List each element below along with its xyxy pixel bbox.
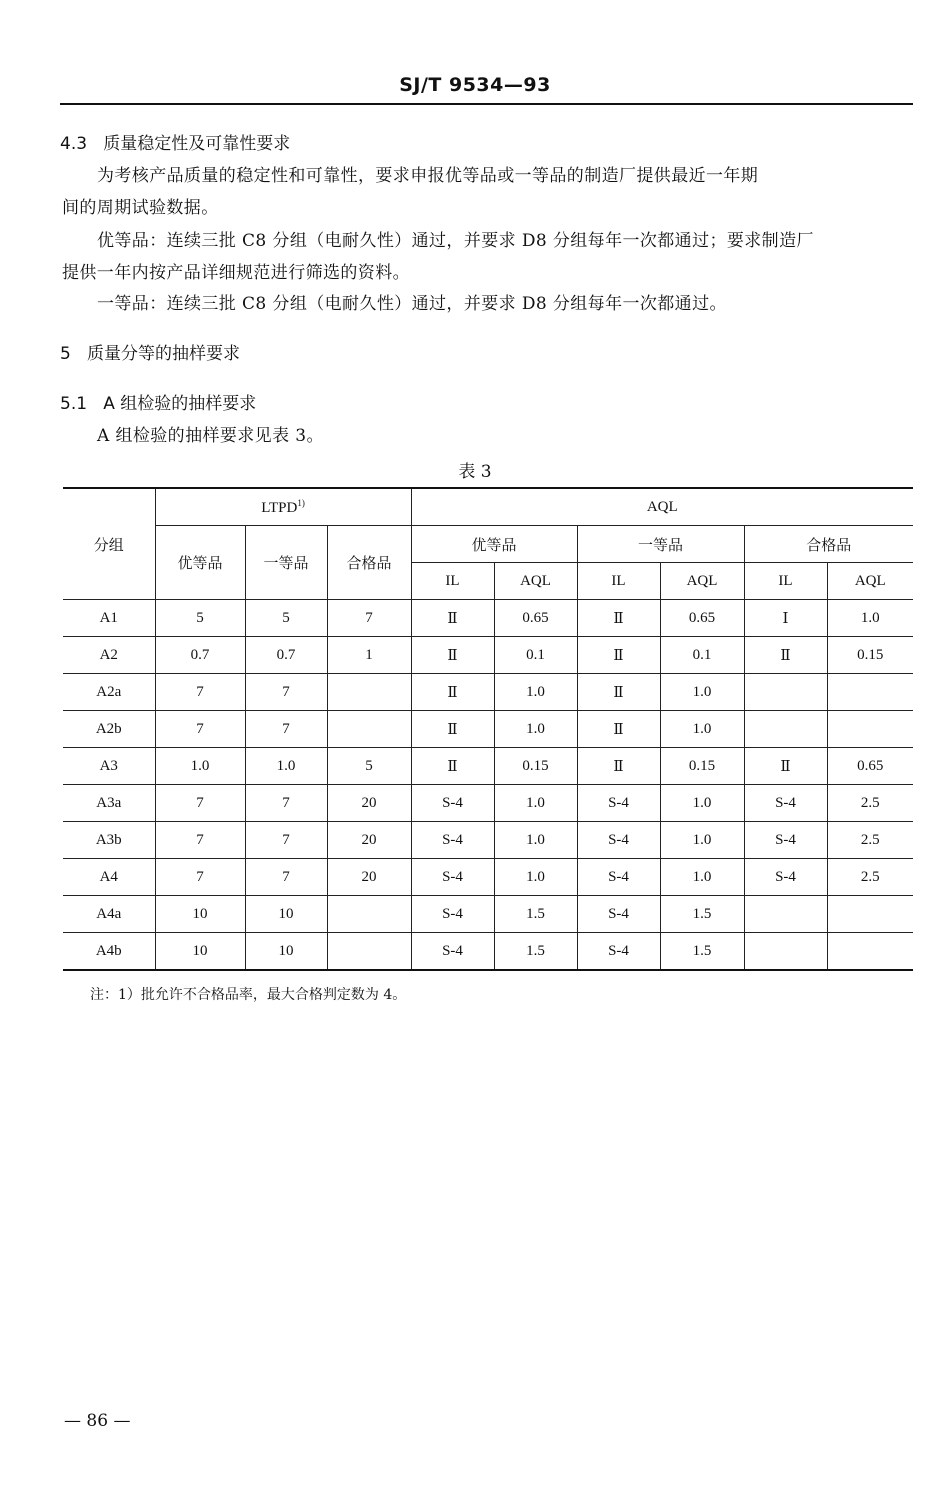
table-cell: S-4 [744,785,827,822]
table-cell: 20 [327,785,411,822]
header-aql-grade-2: 一等品 [577,526,744,563]
table-cell: 1.0 [660,674,744,711]
table-cell [744,896,827,933]
table-cell: 1.0 [155,748,245,785]
section-5-1-heading [60,394,256,414]
section-number: 4.3 [60,134,88,154]
table-row [63,711,913,748]
table-cell: A4 [63,859,155,896]
header-rule [60,103,913,105]
header-group: 分组 [63,488,155,600]
table-cell: Ⅱ [411,711,494,748]
table-cell: 1.5 [494,896,577,933]
table-cell [327,896,411,933]
table-cell: 0.65 [660,600,744,637]
table-cell: 0.7 [245,637,327,674]
table-cell: 1.0 [660,711,744,748]
table-cell [744,933,827,971]
table-cell: 2.5 [827,859,913,896]
table-cell: 20 [327,822,411,859]
table-row [63,674,913,711]
table-cell: 10 [245,896,327,933]
table-cell: Ⅱ [577,637,660,674]
paragraph-line: 提供一年内按产品详细规范进行筛选的资料。 [62,263,410,283]
table-cell: S-4 [577,933,660,971]
section-number: 5 [60,344,71,364]
table-cell: 1 [327,637,411,674]
header-aql-grade-1: 优等品 [411,526,577,563]
table-cell: 1.0 [494,785,577,822]
table-cell [744,711,827,748]
table-cell: 7 [245,822,327,859]
table-cell: S-4 [577,896,660,933]
header-ltpd-grade-2: 一等品 [245,526,327,600]
header-ltpd-grade-3: 合格品 [327,526,411,600]
table-cell: Ⅱ [577,711,660,748]
table-cell [327,933,411,971]
table-cell: 1.0 [494,822,577,859]
table-cell: A2a [63,674,155,711]
table-cell: Ⅱ [577,674,660,711]
table-cell: 7 [155,674,245,711]
table-cell: A2 [63,637,155,674]
header-aql-value: AQL [660,563,744,600]
table-cell: 20 [327,859,411,896]
table-cell: 0.1 [494,637,577,674]
table-row [63,896,913,933]
table-row [63,600,913,637]
table-cell: Ⅱ [577,600,660,637]
table-cell: 2.5 [827,822,913,859]
table-cell: A3a [63,785,155,822]
table-note: 注：1）批允许不合格品率，最大合格判定数为 4。 [90,987,407,1003]
table-cell: S-4 [411,785,494,822]
table-cell: S-4 [577,822,660,859]
table-cell: 1.0 [660,859,744,896]
table-cell: 7 [245,674,327,711]
table-cell: 7 [245,859,327,896]
table-cell [744,674,827,711]
table-cell: S-4 [744,822,827,859]
table-cell: 10 [245,933,327,971]
table-cell: 7 [327,600,411,637]
table-cell: 1.5 [660,896,744,933]
table-cell: 7 [155,859,245,896]
table-cell: A3b [63,822,155,859]
table-cell: S-4 [411,859,494,896]
table-cell: Ⅱ [744,637,827,674]
table-cell: 1.5 [660,933,744,971]
table-cell: 0.65 [827,748,913,785]
table-cell: Ⅰ [744,600,827,637]
table-cell: A3 [63,748,155,785]
table-cell: 0.15 [827,637,913,674]
table-cell: 7 [245,711,327,748]
paragraph-line: 一等品：连续三批 C8 分组（电耐久性）通过，并要求 D8 分组每年一次都通过。 [97,294,727,314]
table-cell: 10 [155,933,245,971]
document-header-id: SJ/T 9534—93 [399,74,551,96]
section-title: 质量分等的抽样要求 [87,344,241,364]
table-cell: 1.0 [660,822,744,859]
table-row [63,785,913,822]
table-cell: S-4 [411,933,494,971]
section-number: 5.1 [60,394,88,414]
table-cell: S-4 [577,859,660,896]
table-cell [327,674,411,711]
table-cell [827,933,913,971]
table-row [63,748,913,785]
header-il: IL [577,563,660,600]
table-cell [827,896,913,933]
section-title: A 组检验的抽样要求 [103,394,257,414]
table-cell: 5 [327,748,411,785]
table-cell: 7 [155,711,245,748]
table-cell: 1.0 [494,674,577,711]
table-cell: 0.7 [155,637,245,674]
table-cell: 0.15 [660,748,744,785]
header-aql-grade-3: 合格品 [744,526,913,563]
section-title: 质量稳定性及可靠性要求 [103,134,291,154]
table-cell: 5 [155,600,245,637]
header-ltpd: LTPD$^{1)}$ [155,488,411,526]
table-caption: 表 3 [458,462,492,482]
paragraph-line: 间的周期试验数据。 [62,198,219,218]
header-ltpd-grade-1: 优等品 [155,526,245,600]
table-cell: S-4 [577,785,660,822]
table-cell: Ⅱ [411,600,494,637]
table-cell: A1 [63,600,155,637]
header-aql: AQL [411,488,913,526]
table-cell: Ⅱ [577,748,660,785]
table-cell: 1.5 [494,933,577,971]
table-cell: Ⅱ [411,748,494,785]
table-cell: 1.0 [827,600,913,637]
table-cell: 0.15 [494,748,577,785]
table-cell: 1.0 [245,748,327,785]
sampling-table [63,487,913,971]
table-cell: 2.5 [827,785,913,822]
table-cell: A4b [63,933,155,971]
table-cell: 0.1 [660,637,744,674]
table-cell: S-4 [411,822,494,859]
table-cell: 7 [155,822,245,859]
table-cell [327,711,411,748]
paragraph-line: 为考核产品质量的稳定性和可靠性，要求申报优等品或一等品的制造厂提供最近一年期 [97,166,759,186]
section-5-heading [60,344,240,364]
header-aql-value: AQL [494,563,577,600]
table-cell: Ⅱ [411,674,494,711]
table-cell: 7 [155,785,245,822]
table-cell: S-4 [744,859,827,896]
table-row [63,933,913,971]
header-aql-value: AQL [827,563,913,600]
table-cell: Ⅱ [411,637,494,674]
table-header-row [63,526,913,563]
table-cell: A4a [63,896,155,933]
paragraph-line: 优等品：连续三批 C8 分组（电耐久性）通过，并要求 D8 分组每年一次都通过；要求制造厂 [97,231,814,251]
table-row [63,637,913,674]
header-il: IL [411,563,494,600]
table-cell: S-4 [411,896,494,933]
table-cell: 1.0 [660,785,744,822]
header-il: IL [744,563,827,600]
table-cell: 1.0 [494,859,577,896]
table-header-row [63,488,913,526]
table-cell [827,674,913,711]
table-cell: 7 [245,785,327,822]
page-number: — 86 — [64,1411,131,1431]
table-cell: A2b [63,711,155,748]
section-4-3-heading [60,134,290,154]
table-cell [827,711,913,748]
table-cell: 1.0 [494,711,577,748]
table-cell: Ⅱ [744,748,827,785]
table-cell: 5 [245,600,327,637]
table-cell: 10 [155,896,245,933]
table-cell: 0.65 [494,600,577,637]
table-row [63,822,913,859]
table-intro: A 组检验的抽样要求见表 3。 [97,426,324,446]
table-row [63,859,913,896]
